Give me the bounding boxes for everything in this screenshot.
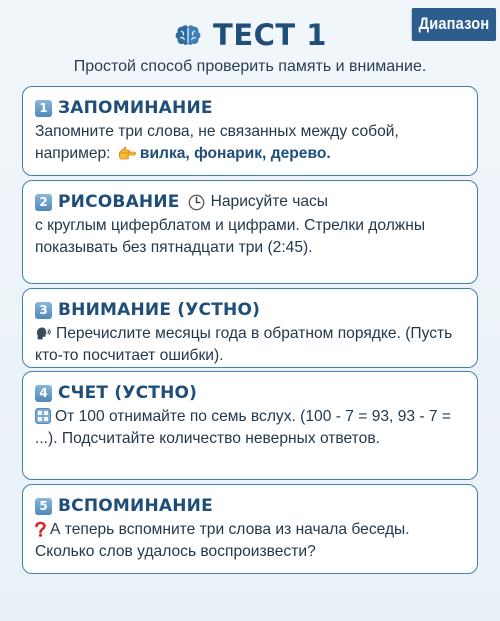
card-body	[35, 323, 463, 367]
numbers-icon	[35, 408, 51, 424]
card-text: Перечислите месяцы года в обратном порядке. (Пусть кто-то посчитает ошибки).	[35, 325, 453, 364]
header	[0, 18, 500, 52]
card-body	[35, 121, 463, 165]
number-badge: 1	[35, 100, 52, 117]
subtitle: Простой способ проверить память и внимание.	[73, 58, 427, 75]
card-text: А теперь вспомните три слова из начала беседы. Сколько слов удалось воспроизвести?	[35, 521, 410, 560]
pointing-hand-icon	[118, 147, 136, 161]
card-drawing	[22, 180, 478, 284]
card-memorization	[22, 86, 478, 176]
card-text: например:	[35, 145, 111, 162]
card-attention	[22, 288, 478, 368]
number-badge: 2	[35, 194, 52, 211]
card-text: Нарисуйте часы	[210, 193, 329, 210]
card-title: ВНИМАНИЕ (УСТНО)	[58, 300, 261, 320]
card-title: СЧЕТ (УСТНО)	[58, 383, 198, 403]
card-counting	[22, 371, 478, 480]
number-badge: 4	[35, 385, 52, 402]
card-title: ВСПОМИНАНИЕ	[58, 496, 213, 516]
card-text: От 100 отнимайте по семь вслух. (100 - 7 = 93, 93 - 7 = ...). Подсчитайте количество неверных ответов.	[35, 408, 452, 447]
speaking-head-icon	[35, 326, 52, 341]
card-title: ЗАПОМИНАНИЕ	[58, 98, 213, 118]
brain-icon	[173, 20, 203, 50]
number-badge: 5	[35, 498, 52, 515]
card-body	[35, 406, 463, 450]
card-recall	[22, 484, 478, 574]
card-title: РИСОВАНИЕ	[58, 192, 180, 212]
clock-icon	[188, 194, 205, 211]
question-mark-icon	[35, 521, 46, 537]
brand-watermark: Диапазон	[412, 8, 496, 41]
card-body	[35, 519, 463, 563]
number-badge: 3	[35, 302, 52, 319]
page-title: ТЕСТ 1	[213, 18, 327, 52]
card-text: Запомните три слова, не связанных между собой,	[35, 123, 399, 140]
words-to-remember: вилка, фонарик, дерево.	[139, 145, 331, 162]
card-body: с круглым циферблатом и цифрами. Стрелки должны показывать без пятнадцати три (2:45).	[35, 217, 426, 256]
